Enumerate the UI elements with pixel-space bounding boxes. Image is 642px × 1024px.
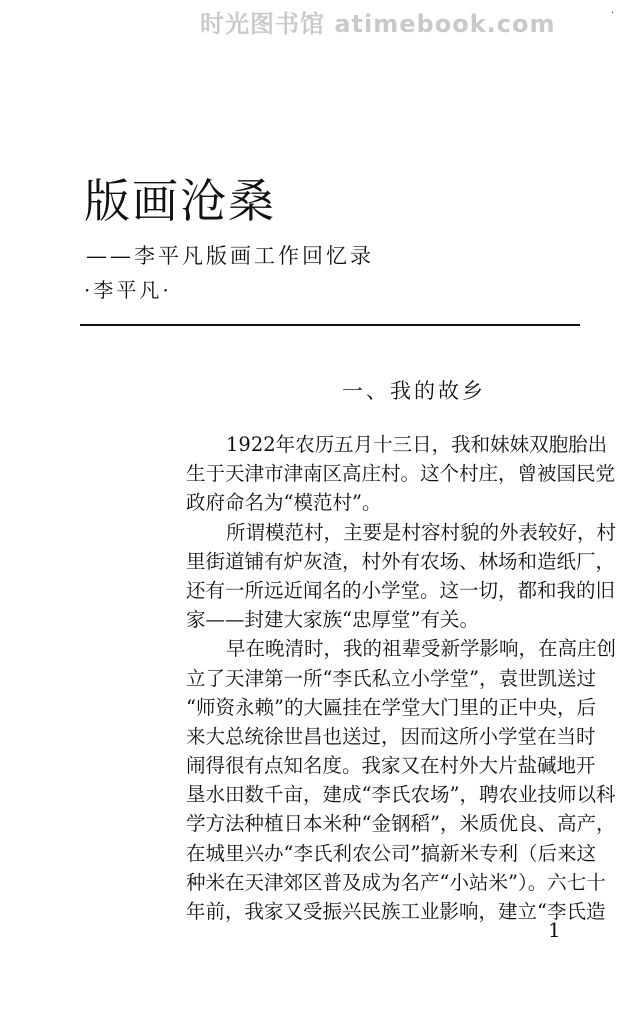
watermark-text: 时光图书馆 atimebook.com	[200, 10, 556, 38]
body-line: 早在晚清时，我的祖辈受新学影响，在高庄创	[226, 637, 617, 661]
section-heading: 一、我的故乡	[342, 379, 486, 403]
author-name: ·李平凡·	[84, 278, 172, 302]
body-line: 政府命名为“模范村”。	[186, 491, 382, 515]
body-line: 在城里兴办“李氏利农公司”搞新米专利（后来这	[186, 841, 596, 865]
body-line: 学方法种植日本米种“金钢稻”，米质优良、高产，	[186, 812, 616, 836]
body-line: “师资永赖”的大匾挂在学堂大门里的正中央，后	[186, 695, 596, 719]
corner-mark: ·	[611, 8, 615, 19]
body-line: 种米在天津郊区普及成为名产“小站米”）。六七十	[186, 870, 606, 894]
body-line: 里街道铺有炉灰渣，村外有农场、林场和造纸厂，	[186, 549, 616, 573]
book-title: 版画沧桑	[84, 174, 276, 228]
body-line: 闹得很有点知名度。我家又在村外大片盐碱地开	[186, 754, 596, 778]
body-line: 家——封建大家族“忠厚堂”有关。	[186, 608, 479, 632]
body-line: 还有一所远近闻名的小学堂。这一切，都和我的旧	[186, 578, 616, 602]
body-line: 年前，我家又受振兴民族工业影响，建立“李氏造	[186, 900, 606, 923]
page-number: 1	[548, 918, 561, 942]
body-line: 所谓模范村，主要是村容村貌的外表较好，村	[226, 520, 617, 544]
body-line: 垦水田数千亩，建成“李氏农场”，聘农业技师以科	[186, 783, 616, 807]
horizontal-rule	[80, 324, 580, 326]
body-line: 来大总统徐世昌也送过，因而这所小学堂在当时	[186, 724, 596, 748]
book-subtitle: ——李平凡版画工作回忆录	[86, 244, 374, 268]
body-text	[186, 430, 617, 926]
body-line: 1922年农历五月十三日，我和妹妹双胞胎出	[226, 433, 608, 456]
body-line: 生于天津市津南区高庄村。这个村庄，曾被国民党	[186, 462, 616, 486]
body-line: 立了天津第一所“李氏私立小学堂”，袁世凯送过	[186, 666, 596, 690]
